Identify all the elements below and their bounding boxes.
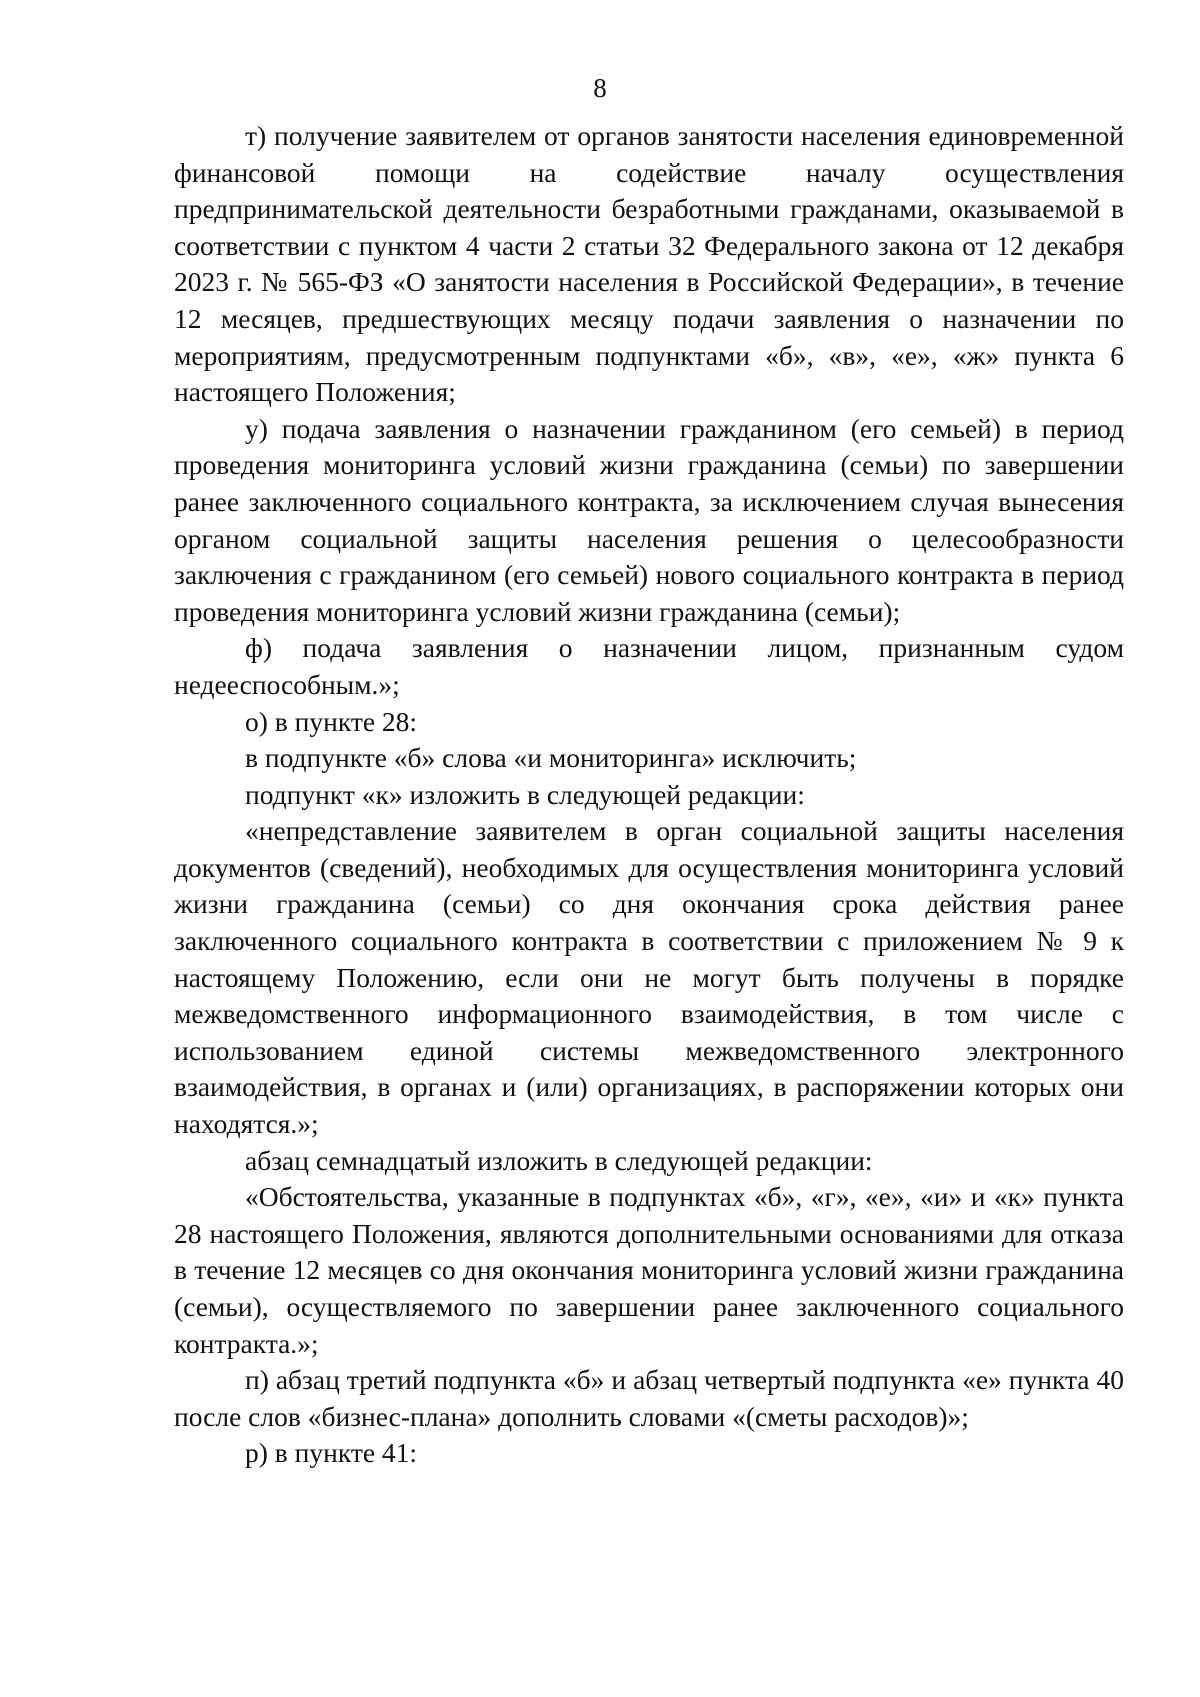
page-number: 8 xyxy=(593,73,607,103)
paragraph-subitem-u: у) подача заявления о назначении гражданином (его семьей) в период проведения мониторинга условий жизни гражданина (семьи) по завершении ранее заключенного социального контракта, за исключением случая вынесения органом социальной защиты населения решения о целесообразности заключения с гражданином (его семьей) нового социального контракта в период проведения мониторинга условий жизни гражданина (семьи); xyxy=(174,412,1124,627)
paragraph-item-o: о) в пункте 28: xyxy=(245,705,418,737)
paragraph-item-r: р) в пункте 41: xyxy=(245,1437,418,1469)
paragraph-seventeenth-intro: абзац семнадцатый изложить в следующей редакции: xyxy=(245,1144,873,1176)
paragraph-subitem-k-text: «непредставление заявителем в орган социальной защиты населения документов (сведений), необходимых для осуществления мониторинга условий жизни гражданина (семьи) со дня окончания срока действия ранее заключенного социального контракта в соответствии с приложением № 9 к настоящему Положению, если они не могут быть получены в порядке межведомственного информационного взаимодействия, в том числе с использованием единой системы межведомственного электронного взаимодействия, в органах и (или) организациях, в распоряжении которых они находятся.»; xyxy=(174,815,1124,1140)
paragraph-item-p: п) абзац третий подпункта «б» и абзац четвертый подпункта «е» пункта 40 после слов «бизнес-плана» дополнить словами «(сметы расходов)»; xyxy=(174,1364,1124,1432)
paragraph-subitem-f: ф) подача заявления о назначении лицом, признанным судом недееспособным.»; xyxy=(174,632,1124,700)
document-body xyxy=(174,118,1124,1472)
paragraph-subitem-t: т) получение заявителем от органов занятости населения единовременной финансовой помощи на содействие началу осуществления предпринимательской деятельности безработными гражданами, оказываемой в соответствии с пунктом 4 части 2 статьи 32 Федерального закона от 12 декабря 2023 г. № 565-ФЗ «О занятости населения в Российской Федерации», в течение 12 месяцев, предшествующих месяцу подачи заявления о назначении по мероприятиям, предусмотренным подпунктами «б», «в», «е», «ж» пункта 6 настоящего Положения; xyxy=(174,120,1124,408)
paragraph-seventeenth-text: «Обстоятельства, указанные в подпунктах «б», «г», «е», «и» и «к» пункта 28 настоящего Положения, являются дополнительными основаниями для отказа в течение 12 месяцев со дня окончания мониторинга условий жизни гражданина (семьи), осуществляемого по завершении ранее заключенного социального контракта.»; xyxy=(174,1181,1124,1359)
paragraph-subitem-b-change: в подпункте «б» слова «и мониторинга» исключить; xyxy=(245,742,857,774)
paragraph-subitem-k-intro: подпункт «к» изложить в следующей редакции: xyxy=(245,778,805,810)
